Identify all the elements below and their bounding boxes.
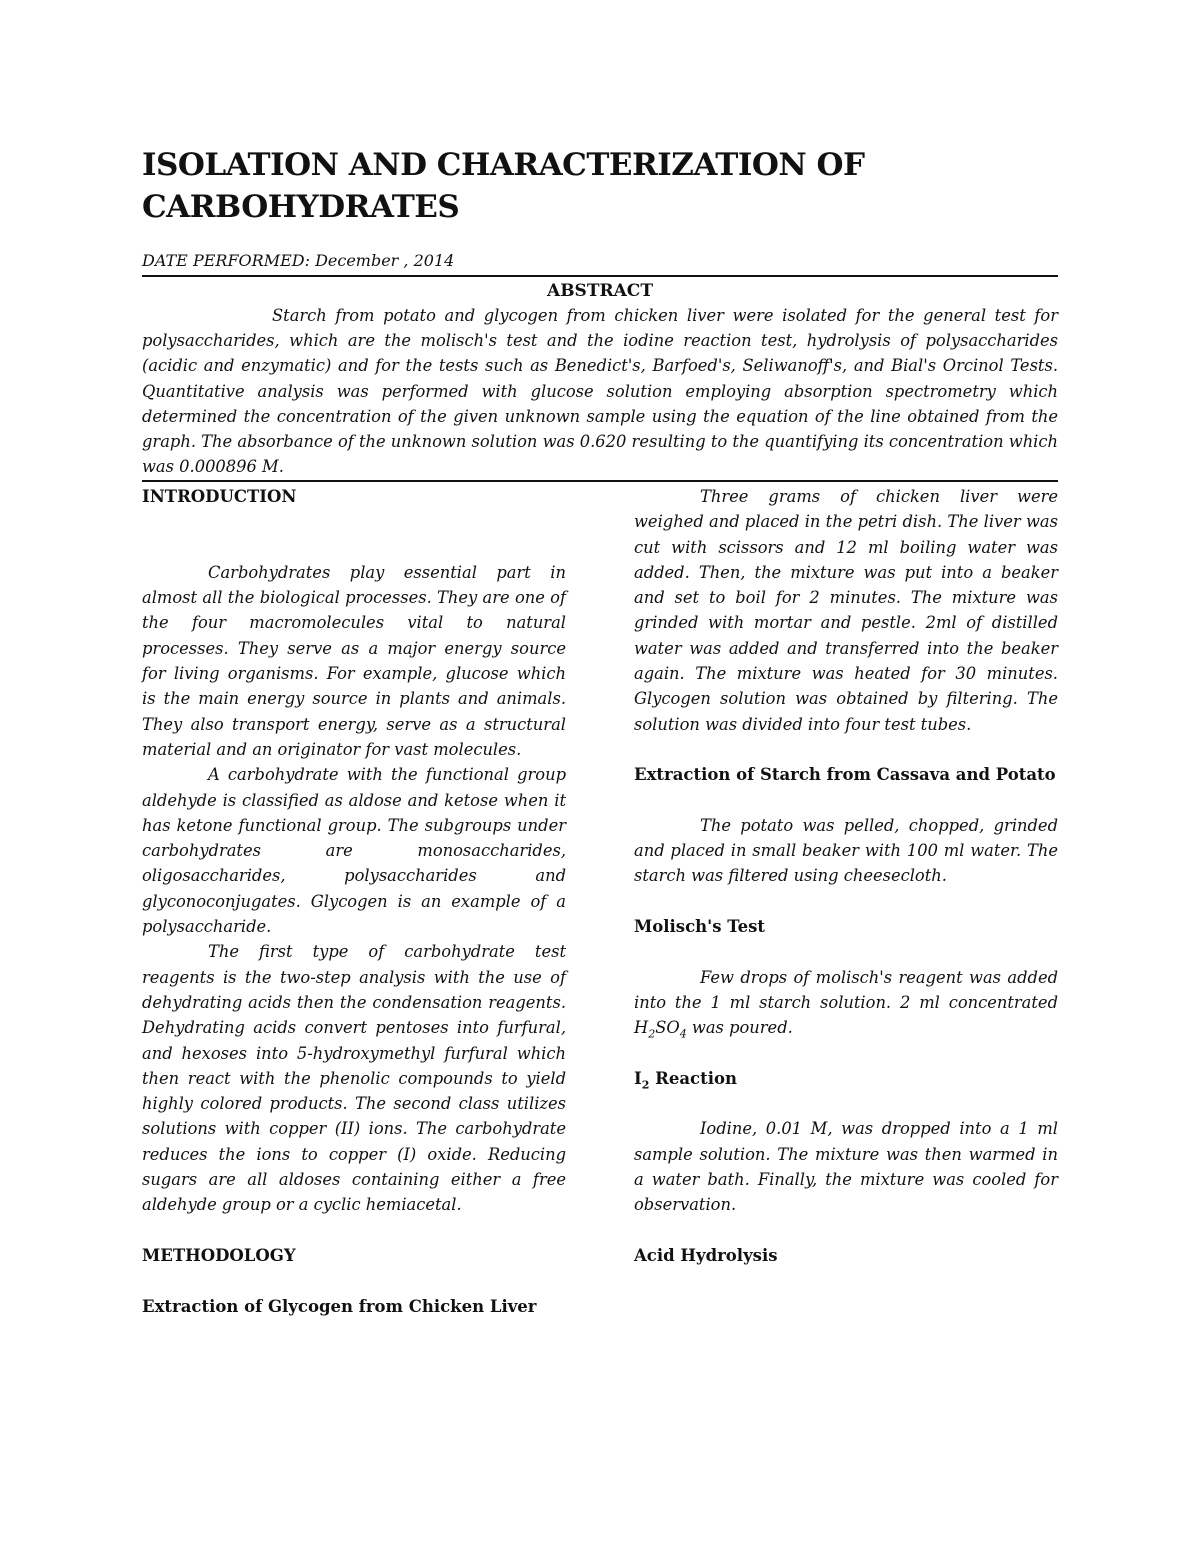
iodine-heading-symbol: I bbox=[634, 1068, 642, 1088]
molisch-test-heading: Molisch's Test bbox=[634, 917, 766, 937]
iodine-reaction-paragraph: Iodine, 0.01 M, was dropped into a 1 ml sample solution. The mixture was then warmed in a water bath. Finally, the mixture was cooled for observation. bbox=[634, 1119, 1058, 1215]
molisch-test-paragraph bbox=[634, 965, 1058, 1041]
intro-paragraph-2: A carbohydrate with the functional group aldehyde is classified as aldose and ketose when it has ketone functional group. The subgroups under carbohydrates are monosaccharides, oligosaccharides, polysaccharides and glyconoconjugates. Glycogen is an example of a polysaccharide. bbox=[142, 765, 566, 937]
iodine-reaction-heading bbox=[634, 1066, 1058, 1091]
molisch-text-a: Few drops of molisch's reagent was added into the 1 ml starch solution. 2 ml concentrated H bbox=[634, 967, 1058, 1038]
methodology-heading: METHODOLOGY bbox=[142, 1245, 296, 1265]
molisch-text-b: SO bbox=[655, 1018, 680, 1038]
starch-extraction-heading: Extraction of Starch from Cassava and Potato bbox=[634, 765, 1056, 785]
abstract-top-rule bbox=[142, 275, 1058, 277]
abstract-bottom-rule bbox=[142, 480, 1058, 482]
molisch-text-c: was poured. bbox=[686, 1018, 793, 1038]
abstract-text: Starch from potato and glycogen from chicken liver were isolated for the general test for polysaccharides, which are the molisch's test and the iodine reaction test, hydrolysis of polysaccharides (acidic and enzymatic) and for the tests such as Benedict's, Barfoed's, Seliwanoff's, and Bial's Orcinol Tests. Quantitative analysis was performed with glucose solution employing absorption spectrometry which determined the concentration of the given unknown sample using the equation of the line obtained from the graph. The absorbance of the unknown solution was 0.620 resulting to the quantifying its concentration which was 0.000896 M. bbox=[142, 306, 1058, 477]
iodine-heading-text: Reaction bbox=[649, 1068, 737, 1088]
right-column bbox=[634, 484, 1058, 1268]
glycogen-extraction-heading: Extraction of Glycogen from Chicken Liver bbox=[142, 1296, 537, 1316]
starch-extraction-paragraph: The potato was pelled, chopped, grinded and placed in small beaker with 100 ml water. The starch was filtered using cheesecloth. bbox=[634, 815, 1058, 886]
molisch-subscript-1: 2 bbox=[648, 1027, 656, 1041]
date-performed: DATE PERFORMED: December , 2014 bbox=[142, 251, 455, 270]
glycogen-extraction-paragraph: Three grams of chicken liver were weighed and placed in the petri dish. The liver was cut with scissors and 12 ml boiling water was added. Then, the mixture was put into a beaker and set to boil for 2 minutes. The mixture was grinded with mortar and pestle. 2ml of distilled water was added and transferred into the beaker again. The mixture was heated for 30 minutes. Glycogen solution was obtained by filtering. The solution was divided into four test tubes. bbox=[634, 487, 1058, 734]
intro-paragraph-1: Carbohydrates play essential part in almost all the biological processes. They are one of the four macromolecules vital to natural processes. They serve as a major energy source for living organisms. For example, glucose which is the main energy source in plants and animals. They also transport energy, serve as a structural material and an originator for vast molecules. bbox=[142, 562, 566, 759]
introduction-heading: INTRODUCTION bbox=[142, 487, 297, 506]
abstract-heading: ABSTRACT bbox=[547, 281, 653, 301]
molisch-subscript-2: 4 bbox=[679, 1027, 687, 1041]
acid-hydrolysis-heading: Acid Hydrolysis bbox=[634, 1245, 778, 1265]
left-column bbox=[142, 484, 566, 1319]
iodine-heading-subscript: 2 bbox=[641, 1078, 650, 1092]
document-title: ISOLATION AND CHARACTERIZATION OF CARBOHYDRATES bbox=[142, 147, 865, 225]
intro-paragraph-3: The first type of carbohydrate test reagents is the two-step analysis with the use of dehydrating acids then the condensation reagents. Dehydrating acids convert pentoses into furfural, and hexoses into 5-hydroxymethyl furfural which then react with the phenolic compounds to yield highly colored products. The second class utilizes solutions with copper (II) ions. The carbohydrate reduces the ions to copper (I) oxide. Reducing sugars are all aldoses containing either a free aldehyde group or a cyclic hemiacetal. bbox=[142, 942, 566, 1215]
